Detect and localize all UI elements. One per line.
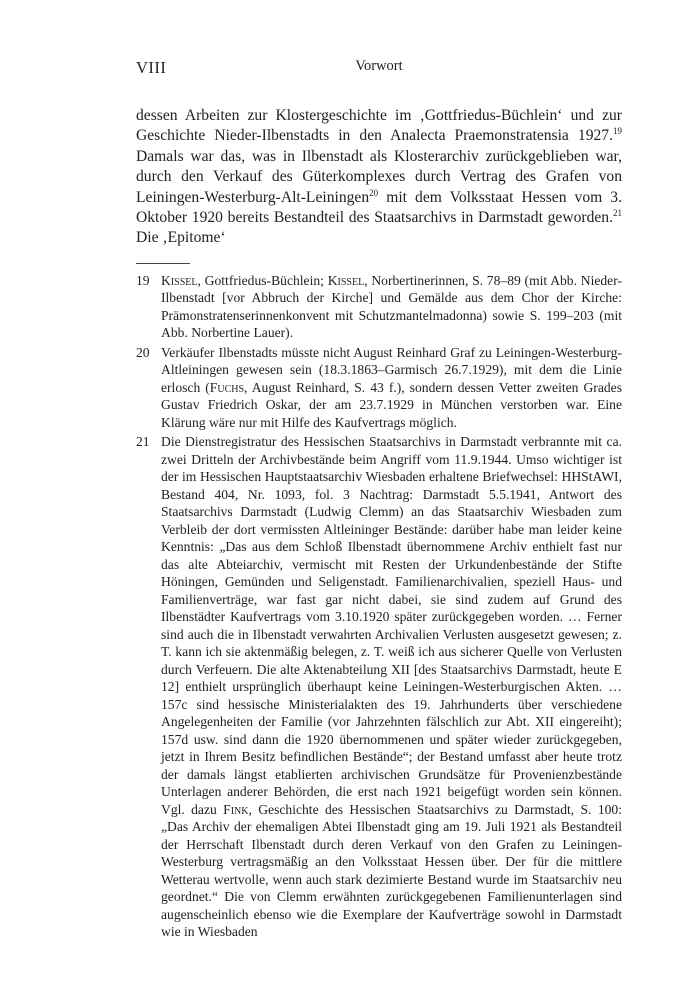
text-run: Damals war das, was in Ilbenstadt als Klosterarchiv zurückgeblieben war, durch den Verkauf des Güterkomplexes durch Vertrag des Grafen von Leiningen-Westerburg-Alt-Leiningen	[136, 147, 622, 206]
author-name: Fink	[223, 801, 249, 817]
footnote-number: 21	[136, 434, 150, 450]
footnote-reference: 20	[369, 187, 379, 198]
footnotes-section	[136, 272, 622, 941]
text-run: , Gottfriedus-Büchlein;	[197, 272, 328, 288]
footnote-reference: 21	[613, 207, 622, 218]
footnote-number: 20	[136, 344, 150, 360]
footnote-19	[136, 272, 622, 342]
body-paragraph	[136, 106, 622, 249]
text-run: dessen Arbeiten zur Klostergeschichte im ‚Gottfriedus-Büchlein‘ und zur Geschichte Nieder-Ilbenstadts in den Analecta Praemonstratensia 1927.	[136, 107, 622, 145]
text-run: , August Reinhard, S. 43 f.), sondern dessen Vetter zweiten Grades Gustav Friedrich Oskar, der am 23.7.1929 in München verstorben war. Eine Klärung wäre nur mit Hilfe des Kaufvertrags möglich.	[161, 379, 622, 430]
running-title: Vorwort	[355, 58, 403, 74]
footnote-21	[136, 433, 622, 941]
text-run: Die ‚Epitome‘	[136, 229, 226, 247]
page-number: VIII	[136, 58, 167, 77]
text-run: mit dem Volksstaat Hessen vom 3. Oktober 1920 bereits Bestandteil des Staatsarchivs in Darmstadt geworden.	[136, 188, 622, 227]
footnote-reference: 19	[613, 126, 622, 137]
author-name: Fuchs	[209, 379, 245, 395]
footnote-separator	[136, 263, 190, 264]
author-name: Kissel	[327, 272, 365, 288]
text-run: Die Dienstregistratur des Hessischen Staatsarchivs in Darmstadt verbrannte mit ca. zwei Dritteln der Archivbestände beim Angriff vom 11.9.1944. Umso wichtiger ist der im Hessischen Hauptstaatsarchiv Wiesbaden erhaltene Briefwechsel: HHStAWI, Bestand 404, Nr. 1093, fol. 3 Nachtrag: Darmstadt 5.5.1941, Antwort des Staatsarchivs Darmstadt (Ludwig Clemm) an das Staatsarchiv Wiesbaden zum Verbleib der dort vermissten Altleininger Bestände: darüber habe man leider keine Kenntnis: „Das aus dem Schloß Ilbenstadt übernommene Archiv enthielt fast nur das alte Abteiarchiv, vermischt mit Resten der Urkundenbestände der Stifte Höningen, Gemünden und Seligenstadt. Familienarchivalien, speziell Haus- und Familienverträge, war fast gar nicht dabei, sie sind zudem auf Grund des Ilbenstädter Kaufvertrags vom 3.10.1920 später zurückgegeben worden. … Ferner sind auch die in Ilbenstadt verwahrten Archivalien Verlusten ausgesetzt gewesen; z. T. kann ich sie aktenmäßig belegen, z. T. weiß ich aus sicherer Quelle von Verlusten durch Verfeuern. Die alte Aktenabteilung XII [des Staatsarchivs Darmstadt, heute E 12] enthielt ursprünglich überhaupt keine Leiningen-Westerburgischen Akten. … 157c sind hessische Ministerialakten des 19. Jahrhunderts über verschiedene Angelegenheiten der Familie (vor Jahrzehnten fälschlich zur Abt. XII eingereiht); 157d usw. sind dann die 1920 übernommenen und später wieder zurückgegeben, jetzt in Ihrem Besitz befindlichen Bestände“; der Bestand umfasst aber heute trotz der damals längst etablierten archivischen Grundsätze für Provenienzbestände Unterlagen anderer Behörden, die erst nach 1921 beigefügt worden sein können. Vgl. dazu	[161, 434, 622, 817]
text-run: , Norbertinerinnen, S. 78–89 (mit Abb. Nieder-Ilbenstadt [vor Abbruch der Kirche] und Gemälde aus dem Chor der Kirche: Prämonstratenserinnenkonvent mit Schutzmantelmadonna) sowie S. 199–203 (mit Abb. Norbertine Lauer).	[161, 272, 622, 341]
footnote-20	[136, 344, 622, 432]
author-name: Kissel	[161, 272, 198, 288]
text-run: Verkäufer Ilbenstadts müsste nicht August Reinhard Graf zu Leiningen-Westerburg-Altleiningen gewesen sein (18.3.1863–Garmisch 26.7.1929), mit dem die Linie erlosch (	[161, 344, 622, 395]
book-page	[136, 58, 622, 943]
page-header	[136, 58, 622, 82]
text-run: , Geschichte des Hessischen Staatsarchivs zu Darmstadt, S. 100: „Das Archiv der ehemaligen Abtei Ilbenstadt ging am 19. Juli 1921 als Bestandteil der Herrschaft Ilbenstadt durch deren Verkauf von den Grafen zu Leiningen-Westerburg vertragsmäßig an den Volksstaat Hessen über. Der für die mittlere Wetterau wertvolle, wenn auch stark dezimierte Bestand wurde im Staatsarchiv neu geordnet.“ Die von Clemm erwähnten zurückgegebenen Familienunterlagen sind augenscheinlich ebenso wie die Exemplare der Kaufverträge sowohl in Darmstadt wie in Wiesbaden	[161, 801, 622, 940]
footnote-number: 19	[136, 272, 150, 288]
